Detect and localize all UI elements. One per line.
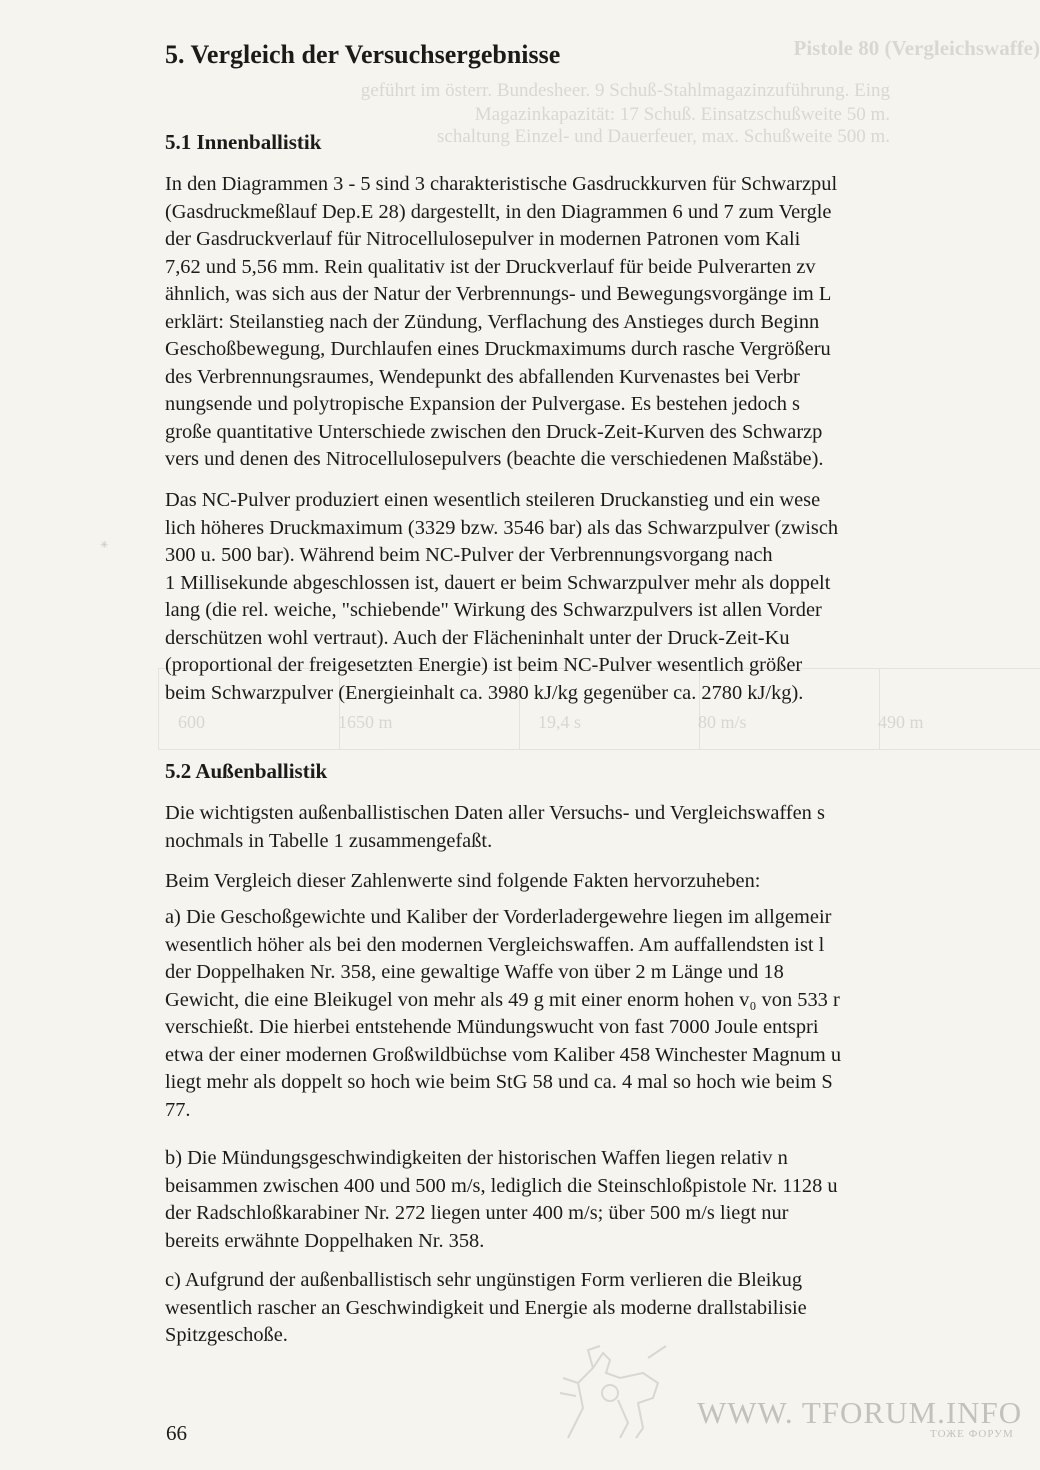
bleed-cell: 80 m/s: [698, 712, 747, 732]
paragraph-7: [165, 1267, 807, 1350]
text-line: etwa der einer modernen Großwildbüchse vom Kaliber 458 Winchester Magnum u: [165, 1043, 842, 1066]
text-line: In den Diagrammen 3 - 5 sind 3 charakteristische Gasdruckkurven für Schwarzpul: [165, 173, 838, 195]
dust-speck: ✳: [100, 540, 109, 551]
text-line: b) Die Mündungsgeschwindigkeiten der historischen Waffen liegen relativ n: [165, 1147, 788, 1169]
text-line: (proportional der freigesetzten Energie) ist beim NC-Pulver wesentlich größer: [165, 654, 803, 676]
text-line: 7,62 und 5,56 mm. Rein qualitativ ist der Druckverlauf für beide Pulverarten zv: [165, 255, 816, 278]
text-line: verschießt. Die hierbei entstehende Mündungswucht von fast 7000 Joule entspri: [165, 1016, 819, 1038]
bleed-cell: 600: [178, 712, 205, 732]
text-line: Gewicht, die eine Bleikugel von mehr als 49 g mit einer enorm hohen v₀ von 533 r: [165, 988, 840, 1011]
text-line: beisammen zwischen 400 und 500 m/s, lediglich die Steinschloßpistole Nr. 1128 u: [165, 1174, 838, 1197]
subsection-title-innenballistik: 5.1 Innenballistik: [165, 130, 322, 154]
bleed-through-line: schaltung Einzel- und Dauerfeuer, max. Schußweite 500 m.: [437, 126, 890, 147]
watermark-subtext: ТОЖЕ ФОРУМ: [930, 1428, 1014, 1440]
bleed-through-line: Magazinkapazität: 17 Schuß. Einsatzschußweite 50 m.: [474, 104, 890, 125]
text-line: wesentlich rascher an Geschwindigkeit und Energie als moderne drallstabilisie: [165, 1296, 807, 1319]
paragraph-2: [165, 487, 838, 707]
text-line: große quantitative Unterschiede zwischen den Druck-Zeit-Kurven des Schwarzp: [165, 420, 823, 443]
text-line: des Verbrennungsraumes, Wendepunkt des abfallenden Kurvenastes bei Verbr: [165, 365, 800, 388]
text-line: Die wichtigsten außenballistischen Daten aller Versuchs- und Vergleichswaffen s: [165, 802, 825, 824]
text-line: c) Aufgrund der außenballistisch sehr ungünstigen Form verlieren die Bleikug: [165, 1269, 803, 1291]
watermark-text: WWW. TFORUM.INFO: [697, 1395, 1023, 1430]
text-line: lang (die rel. weiche, "schiebende" Wirkung des Schwarzpulvers ist allen Vorder: [165, 599, 822, 621]
text-line: erklärt: Steilanstieg nach der Zündung, Verflachung des Anstieges durch Beginn: [165, 310, 820, 333]
bleed-through-table-cells: [158, 712, 1040, 742]
text-line: 300 u. 500 bar). Während beim NC-Pulver der Verbrennungsvorgang nach: [165, 544, 773, 566]
paragraph-1: [165, 171, 837, 474]
text-line: Das NC-Pulver produziert einen wesentlich steileren Druckanstieg und ein wese: [165, 489, 821, 511]
text-line: lich höheres Druckmaximum (3329 bzw. 3546 bar) als das Schwarzpulver (zwisch: [165, 516, 839, 539]
text-line: liegt mehr als doppelt so hoch wie beim StG 58 und ca. 4 mal so hoch wie beim S: [165, 1071, 833, 1093]
text-line: Beim Vergleich dieser Zahlenwerte sind folgende Fakten hervorzuheben:: [165, 870, 761, 892]
bleed-cell: 490 m: [878, 712, 924, 732]
text-line: der Gasdruckverlauf für Nitrocellulosepulver in modernen Patronen vom Kali: [165, 228, 801, 250]
text-line: bereits erwähnte Doppelhaken Nr. 358.: [165, 1229, 485, 1252]
text-line: derschützen wohl vertraut). Auch der Flächeninhalt unter der Druck-Zeit-Ku: [165, 626, 790, 649]
bleed-through-line: geführt im österr. Bundesheer. 9 Schuß-Stahlmagazinzuführung. Eing: [360, 80, 890, 101]
knight-emblem-icon: [548, 1338, 678, 1450]
text-line: 1 Millisekunde abgeschlossen ist, dauert er beim Schwarzpulver mehr als doppelt: [165, 571, 831, 594]
paragraph-6: [165, 1145, 838, 1255]
text-line: nungsende und polytropische Expansion der Pulvergase. Es bestehen jedoch s: [165, 393, 800, 415]
paragraph-3: [165, 800, 825, 855]
paragraph-4: [165, 868, 760, 896]
text-line: 77.: [165, 1098, 191, 1121]
bleed-cell: 1650 m: [338, 712, 393, 732]
text-line: a) Die Geschoßgewichte und Kaliber der Vorderladergewehre liegen im allgemeir: [165, 906, 832, 928]
text-line: nochmals in Tabelle 1 zusammengefaßt.: [165, 829, 493, 852]
text-line: ähnlich, was sich aus der Natur der Verbrennungs- und Bewegungsvorgänge im L: [165, 283, 832, 305]
section-title: 5. Vergleich der Versuchsergebnisse: [165, 40, 561, 69]
text-line: wesentlich höher als bei den modernen Vergleichswaffen. Am auffallendsten ist l: [165, 933, 825, 956]
text-line: der Doppelhaken Nr. 358, eine gewaltige Waffe von über 2 m Länge und 18: [165, 961, 784, 983]
text-line: Spitzgeschoße.: [165, 1324, 288, 1346]
text-line: der Radschloßkarabiner Nr. 272 liegen unter 400 m/s; über 500 m/s liegt nur: [165, 1202, 789, 1224]
bleed-cell: 19,4 s: [538, 712, 582, 732]
subsection-title-aussenballistik: 5.2 Außenballistik: [165, 759, 328, 783]
text-line: Geschoßbewegung, Durchlaufen eines Druckmaximums durch rasche Vergrößeru: [165, 338, 831, 360]
paragraph-5: [165, 904, 841, 1124]
text-line: (Gasdruckmeßlauf Dep.E 28) dargestellt, in den Diagrammen 6 und 7 zum Vergle: [165, 200, 832, 223]
text-line: vers und denen des Nitrocellulosepulvers (beachte die verschiedenen Maßstäbe).: [165, 448, 824, 470]
page-number: 66: [166, 1421, 187, 1445]
bleed-through-heading: Pistole 80 (Vergleichswaffe): [793, 36, 1040, 60]
text-line: beim Schwarzpulver (Energieinhalt ca. 3980 kJ/kg gegenüber ca. 2780 kJ/kg).: [165, 681, 804, 704]
